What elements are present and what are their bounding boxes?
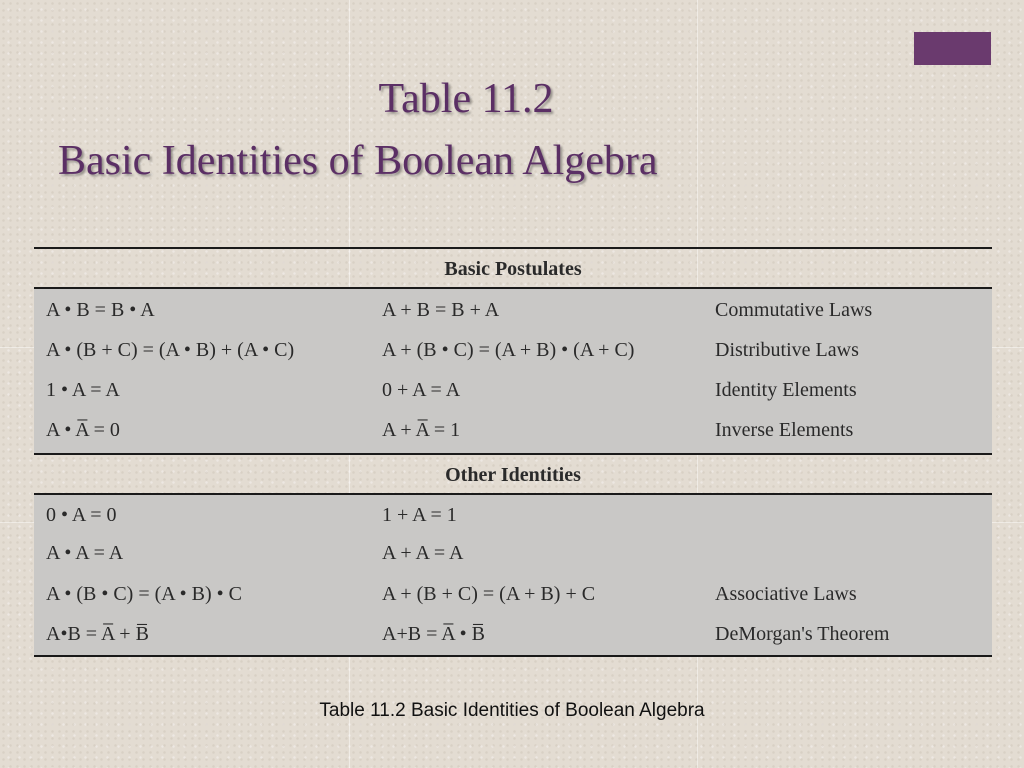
law-name: Distributive Laws: [715, 339, 859, 361]
accent-box: [914, 32, 991, 65]
table-row: [34, 533, 992, 573]
and-identity: A • A = A: [46, 542, 124, 564]
table-row: [34, 574, 992, 614]
or-identity: A+B = A̅ • B̅: [382, 623, 485, 645]
or-identity: A + B = B + A: [382, 299, 500, 321]
and-identity: A • (B • C) = (A • B) • C: [46, 583, 242, 605]
law-name: Inverse Elements: [715, 419, 854, 441]
and-identity: A • B = B • A: [46, 299, 155, 321]
table-row: [34, 290, 992, 330]
table-caption: Table 11.2 Basic Identities of Boolean Algebra: [319, 700, 705, 721]
law-name: Commutative Laws: [715, 299, 873, 321]
section-body: [34, 493, 992, 657]
section-body: [34, 287, 992, 453]
or-identity: A + (B + C) = (A + B) + C: [382, 583, 596, 605]
identities-table: [34, 247, 992, 657]
and-identity: A • A̅ = 0: [46, 419, 120, 441]
or-identity: A + A̅ = 1: [382, 419, 461, 441]
table-bottom-rule: [34, 655, 992, 657]
table-row: [34, 410, 992, 450]
or-identity: A + A = A: [382, 542, 464, 564]
or-identity: 0 + A = A: [382, 379, 461, 401]
and-identity: A•B = A̅ + B̅: [46, 623, 149, 645]
or-identity: A + (B • C) = (A + B) • (A + C): [382, 339, 635, 361]
slide-title-line1: Table 11.2: [378, 76, 554, 122]
section-heading: Other Identities: [34, 453, 992, 495]
and-identity: 1 • A = A: [46, 379, 120, 401]
table-row: [34, 495, 992, 535]
or-identity: 1 + A = 1: [382, 504, 457, 526]
and-identity: 0 • A = 0: [46, 504, 117, 526]
table-row: [34, 330, 992, 370]
section-heading: Basic Postulates: [34, 247, 992, 289]
and-identity: A • (B + C) = (A • B) + (A • C): [46, 339, 295, 361]
table-row: [34, 370, 992, 410]
table-row: [34, 614, 992, 654]
law-name: Identity Elements: [715, 379, 857, 401]
law-name: Associative Laws: [715, 583, 857, 605]
slide-title-line2: Basic Identities of Boolean Algebra: [58, 138, 658, 184]
law-name: DeMorgan's Theorem: [715, 623, 890, 645]
